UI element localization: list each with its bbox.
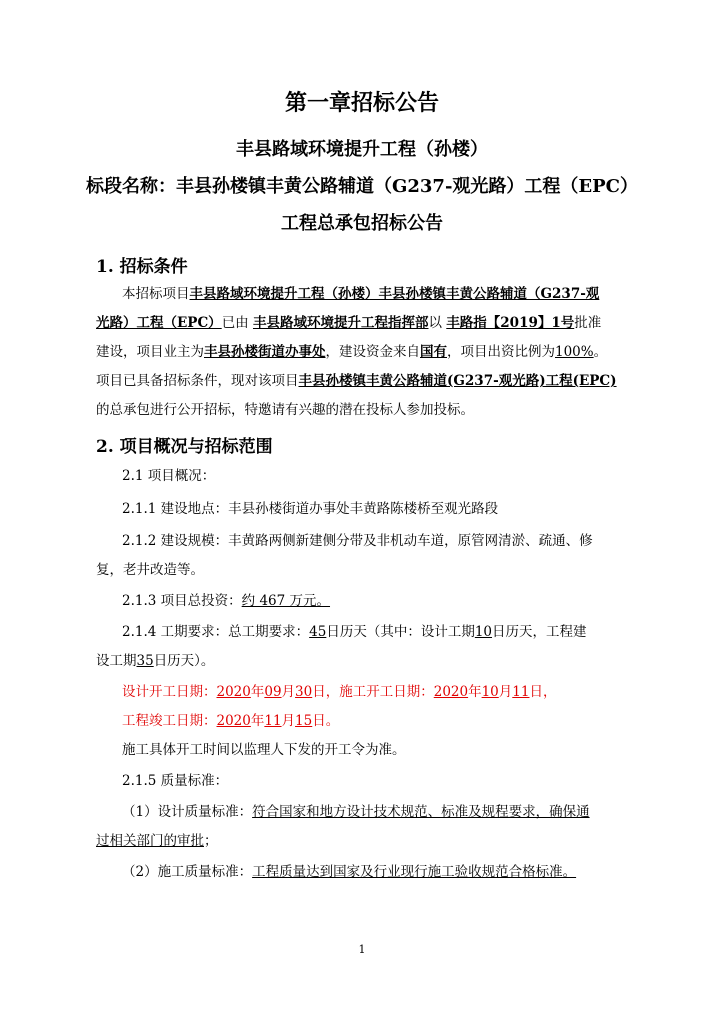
- item-investment: [122, 590, 657, 612]
- text: 的总承包进行公开招标，特邀请有兴趣的潜在投标人参加投标。: [96, 402, 474, 418]
- design-days: 10: [474, 624, 493, 640]
- heading-project-overview: 2. 项目概况与招标范围: [96, 437, 273, 457]
- text: 工程竣工日期：: [122, 713, 217, 729]
- text: 。: [593, 344, 608, 360]
- start-notice: 施工具体开工时间以监理人下发的开工令为准。: [122, 742, 406, 758]
- item-quality: 2.1.5 质量标准：: [122, 773, 229, 789]
- paragraph-line: [96, 399, 631, 421]
- text: 日。: [312, 713, 340, 729]
- investment-value: 约 467 万元。: [241, 593, 331, 609]
- construction-quality: [122, 861, 657, 883]
- date-part: 15: [295, 713, 313, 729]
- heading-bidding-conditions: 1. 招标条件: [96, 257, 188, 277]
- date-part: 2020: [433, 684, 469, 700]
- design-quality-value: 符合国家和地方设计技术规范、标准及规程要求，确保通: [252, 804, 590, 820]
- text: 月: [281, 713, 296, 729]
- project-title: 丰县路域环境提升工程（孙楼）: [236, 139, 488, 160]
- text: 月: [498, 684, 513, 700]
- text: 本招标项目: [122, 286, 190, 302]
- text: 日，施工开工日期：: [312, 684, 434, 700]
- project-name-cont: 光路）工程（EPC）: [96, 315, 222, 331]
- item-location: 2.1.1 建设地点：丰县孙楼街道办事处丰黄路陈楼桥至观光路段: [122, 501, 499, 517]
- project-name: 丰县孙楼镇丰黄公路辅道(G237-观光路)工程(EPC): [298, 373, 617, 389]
- date-part: 11: [512, 684, 530, 700]
- text: （2）施工质量标准：: [122, 864, 253, 880]
- start-dates: [122, 681, 657, 703]
- date-part: 09: [264, 684, 282, 700]
- paragraph-line: [122, 283, 631, 305]
- design-quality-value: 过相关部门的审批: [96, 833, 204, 849]
- text: 批准: [574, 315, 602, 331]
- fund-source: 国有: [420, 344, 447, 360]
- date-part: 2020: [216, 684, 251, 700]
- item-scale-cont: 复，老井改造等。: [96, 562, 204, 578]
- construction-quality-value: 工程质量达到国家及行业现行施工验收规范合格标准。: [252, 864, 577, 880]
- text: 2.1.3 项目总投资：: [122, 593, 242, 609]
- announcement-title: 工程总承包招标公告: [281, 213, 443, 234]
- design-quality-cont: [96, 830, 631, 852]
- date-part: 10: [481, 684, 499, 700]
- text: 已由: [221, 315, 253, 331]
- text: 以: [428, 315, 447, 331]
- project-name: 丰县路域环境提升工程（孙楼）丰县孙楼镇丰黄公路辅道（G237-观: [189, 286, 600, 302]
- text: 建设，项目业主为: [96, 344, 204, 360]
- item-schedule: [122, 621, 657, 643]
- total-days: 45: [309, 624, 327, 640]
- item-scale: 2.1.2 建设规模：丰黄路两侧新建侧分带及非机动车道，原管网清淤、疏通、修: [122, 533, 593, 549]
- owner: 丰县孙楼街道办事处: [204, 344, 326, 360]
- item-overview: 2.1 项目概况：: [122, 468, 216, 484]
- text: 日历天（其中：设计工期: [326, 624, 475, 640]
- approver: 丰县路域环境提升工程指挥部: [252, 315, 429, 331]
- item-schedule-cont: [96, 650, 631, 672]
- text: 日历天，工程建: [492, 624, 587, 640]
- text: ，项目出资比例为: [447, 344, 555, 360]
- text: 日，: [529, 684, 557, 700]
- chapter-title: 第一章招标公告: [284, 91, 439, 116]
- page-number: 1: [358, 943, 366, 956]
- section-name-title: 标段名称：丰县孙楼镇丰黄公路辅道（G237-观光路）工程（EPC）: [86, 176, 638, 197]
- text: 日历天）。: [153, 653, 215, 669]
- design-quality: [122, 801, 657, 823]
- paragraph-line: [96, 312, 631, 334]
- text: 项目已具备招标条件，现对该项目: [96, 373, 299, 389]
- paragraph-line: [96, 370, 631, 392]
- date-part: 11: [264, 713, 282, 729]
- text: 年: [468, 684, 482, 700]
- fund-ratio: 100%: [555, 344, 594, 360]
- approval-doc: 丰路指【2019】1号: [446, 315, 575, 331]
- text: ，建设资金来自: [325, 344, 420, 360]
- text: 设工期: [96, 653, 137, 669]
- text: （1）设计质量标准：: [122, 804, 253, 820]
- text: 2.1.4 工期要求：总工期要求：: [122, 624, 310, 640]
- date-part: 30: [295, 684, 313, 700]
- completion-date: [122, 710, 657, 732]
- date-part: 2020: [216, 713, 251, 729]
- construction-days: 35: [136, 653, 154, 669]
- text: 年: [250, 713, 265, 729]
- text: 年: [250, 684, 265, 700]
- paragraph-line: [96, 341, 631, 363]
- text: 设计开工日期：: [122, 684, 217, 700]
- text: 月: [281, 684, 296, 700]
- text: ；: [204, 833, 218, 849]
